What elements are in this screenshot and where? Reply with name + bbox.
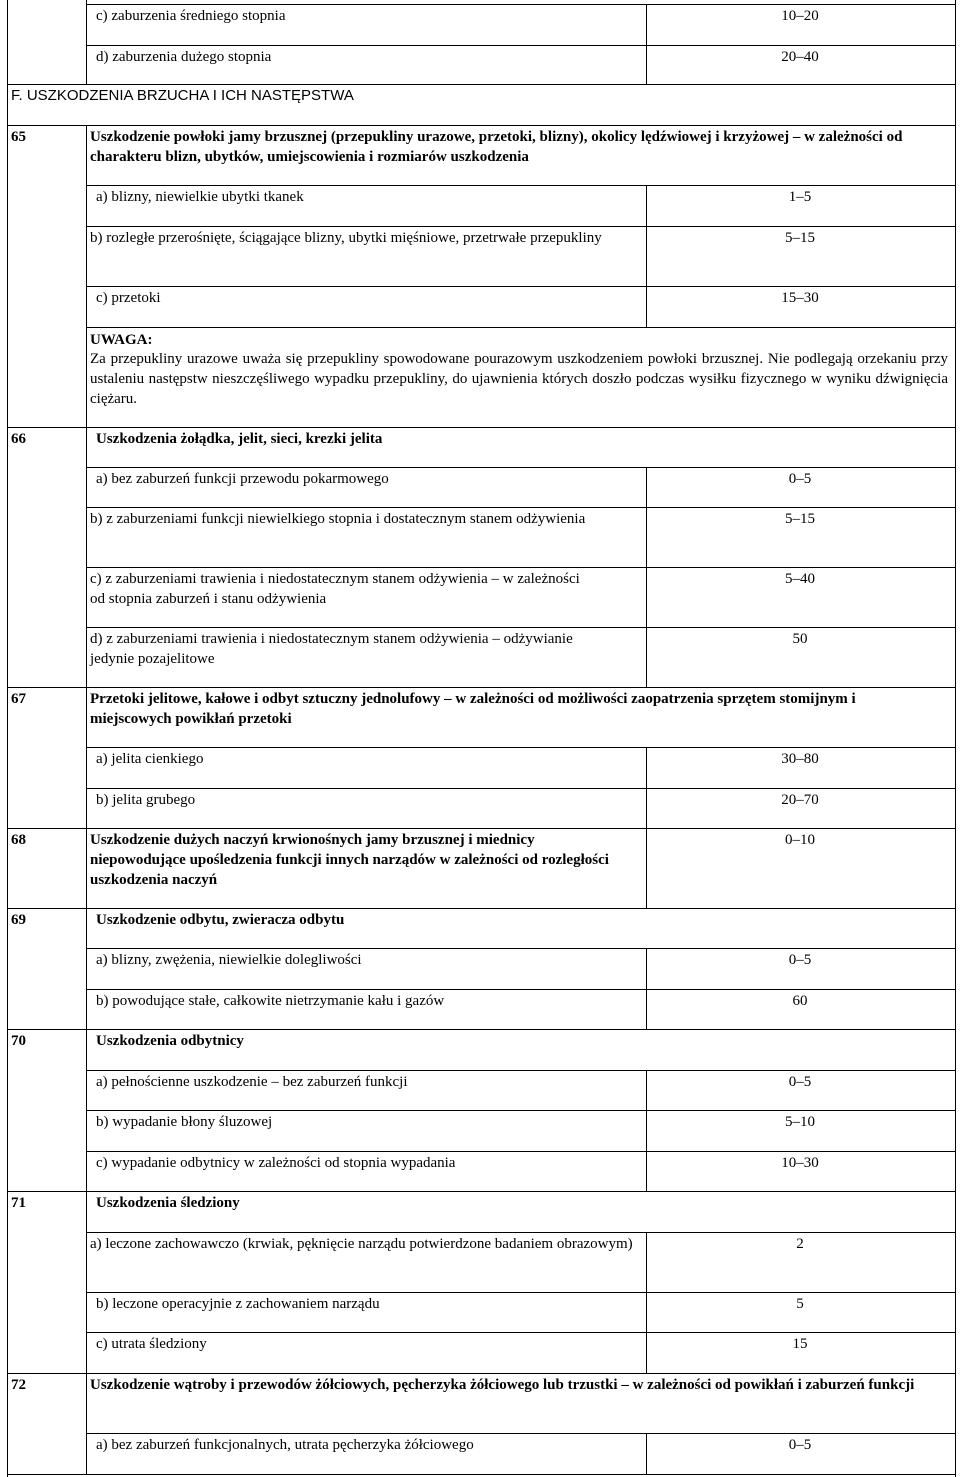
row-label: a) bez zaburzeń funkcji przewodu pokarmowego — [96, 471, 389, 487]
table-border — [955, 0, 956, 1477]
column-divider — [646, 185, 647, 328]
row-divider — [7, 828, 956, 829]
row-value: 15–30 — [781, 290, 819, 306]
row-divider — [86, 747, 956, 748]
row-value: 10–20 — [781, 8, 819, 24]
row-value: 20–70 — [781, 792, 819, 808]
row-label: a) blizny, zwężenia, niewielkie dolegliwości — [96, 952, 362, 968]
row-divider — [86, 327, 956, 328]
row-value: 0–5 — [788, 952, 812, 968]
item-title: Uszkodzenie wątroby i przewodów żółciowych, pęcherzyka żółciowego lub trzustki – w zależności od powikłań i zaburzeń funkcji — [90, 1377, 915, 1393]
row-value: 5–10 — [785, 1114, 815, 1130]
row-value: 0–10 — [785, 832, 815, 848]
row-value: 0–5 — [788, 1437, 812, 1453]
item-title: Uszkodzenie dużych naczyń krwionośnych jamy brzusznej i miednicy niepowodujące upośledzenia funkcji innych narządów w zależności od rozległości uszkodzenia naczyń — [90, 832, 609, 888]
row-label: b) z zaburzeniami funkcji niewielkiego stopnia i dostatecznym stanem odżywienia — [90, 511, 586, 527]
row-label: b) rozległe przerośnięte, ściągające blizny, ubytki mięśniowe, przetrwałe przepukliny — [90, 230, 602, 246]
item-title: Uszkodzenia żołądka, jelit, sieci, krezki jelita — [96, 431, 383, 447]
row-label: b) leczone operacyjnie z zachowaniem narządu — [96, 1296, 380, 1312]
row-value: 20–40 — [781, 49, 819, 65]
row-divider — [86, 507, 956, 508]
row-label: a) bez zaburzeń funkcjonalnych, utrata pęcherzyka żółciowego — [96, 1437, 474, 1453]
row-divider — [86, 1151, 956, 1152]
row-divider — [86, 226, 956, 227]
row-value: 30–80 — [781, 751, 819, 767]
row-value: 10–30 — [781, 1155, 819, 1171]
row-value: 0–5 — [788, 1074, 812, 1090]
column-divider — [86, 125, 87, 428]
column-divider — [86, 1373, 87, 1475]
row-divider — [7, 908, 956, 909]
row-label: b) wypadanie błony śluzowej — [96, 1114, 273, 1130]
column-divider — [646, 467, 647, 688]
row-value: 5–15 — [785, 511, 815, 527]
row-divider — [7, 125, 956, 126]
row-label: d) z zaburzeniami trawienia i niedostatecznym stanem odżywienia – odżywianie jedynie pozajelitowe — [90, 631, 573, 667]
row-label: d) zaburzenia dużego stopnia — [96, 49, 272, 65]
item-number: 72 — [11, 1377, 26, 1393]
row-divider — [86, 467, 956, 468]
item-number: 66 — [11, 431, 26, 447]
row-value: 5–15 — [785, 230, 815, 246]
row-divider — [86, 185, 956, 186]
row-divider — [7, 1373, 956, 1374]
row-divider — [7, 1191, 956, 1192]
column-divider — [646, 828, 647, 909]
row-value: 1–5 — [788, 189, 812, 205]
note-heading: UWAGA: — [90, 332, 153, 348]
item-number: 71 — [11, 1195, 26, 1211]
row-label: c) utrata śledziony — [96, 1336, 207, 1352]
row-divider — [7, 427, 956, 428]
column-divider — [646, 1433, 647, 1475]
row-divider — [86, 1070, 956, 1071]
row-value: 5 — [796, 1296, 804, 1312]
row-divider — [86, 4, 956, 5]
note-text: Za przepukliny urazowe uważa się przepukliny spowodowane pourazowym uszkodzeniem powłoki brzusznej. Nie podlegają orzekaniu przy ustaleniu następstw nieszczęśliwego wypadku przepukliny, do ujawnienia których doszło podczas wysiłku fizycznego w wyniku dźwignięcia ciężaru. — [90, 351, 948, 407]
row-divider — [86, 1110, 956, 1111]
row-divider — [86, 1292, 956, 1293]
row-divider — [7, 84, 956, 85]
row-label: c) z zaburzeniami trawienia i niedostatecznym stanem odżywienia – w zależności od stopnia zaburzeń i stanu odżywienia — [90, 571, 580, 607]
column-divider — [86, 427, 87, 688]
row-label: a) leczone zachowawczo (krwiak, pęknięcie narządu potwierdzone badaniem obrazowym) — [90, 1236, 633, 1252]
row-value: 15 — [792, 1336, 808, 1352]
item-number: 70 — [11, 1033, 26, 1049]
column-divider — [86, 0, 87, 85]
row-divider — [86, 1332, 956, 1333]
row-label: b) jelita grubego — [96, 792, 196, 808]
section-heading: F. USZKODZENIA BRZUCHA I ICH NASTĘPSTWA — [11, 87, 354, 104]
item-title: Uszkodzenie odbytu, zwieracza odbytu — [96, 912, 345, 928]
row-label: c) wypadanie odbytnicy w zależności od stopnia wypadania — [96, 1155, 456, 1171]
column-divider — [86, 1029, 87, 1192]
item-number: 67 — [11, 691, 26, 707]
column-divider — [646, 747, 647, 829]
column-divider — [86, 1191, 87, 1374]
table-border — [7, 0, 8, 1477]
row-value: 60 — [792, 993, 808, 1009]
item-number: 65 — [11, 129, 26, 145]
row-divider — [86, 1433, 956, 1434]
item-title: Uszkodzenie powłoki jamy brzusznej (przepukliny urazowe, przetoki, blizny), okolicy lędźwiowej i krzyżowej – w zależności od charakteru blizn, ubytków, umiejscowienia i rozmiarów uszkodzenia — [90, 129, 903, 165]
row-divider — [7, 1474, 956, 1475]
row-divider — [86, 45, 956, 46]
item-title: Uszkodzenia śledziony — [96, 1195, 240, 1211]
row-value: 5–40 — [785, 571, 815, 587]
item-title: Uszkodzenia odbytnicy — [96, 1033, 244, 1049]
row-divider — [86, 286, 956, 287]
row-divider — [86, 948, 956, 949]
row-value: 50 — [792, 631, 808, 647]
column-divider — [646, 1070, 647, 1192]
row-value: 0–5 — [788, 471, 812, 487]
row-divider — [86, 567, 956, 568]
column-divider — [86, 828, 87, 909]
row-value: 2 — [796, 1236, 804, 1252]
column-divider — [646, 948, 647, 1030]
item-number: 69 — [11, 912, 26, 928]
row-divider — [86, 627, 956, 628]
column-divider — [86, 687, 87, 829]
row-label: a) pełnościenne uszkodzenie – bez zaburzeń funkcji — [96, 1074, 408, 1090]
row-label: c) zaburzenia średniego stopnia — [96, 8, 286, 24]
item-title: Przetoki jelitowe, kałowe i odbyt sztuczny jednolufowy – w zależności od możliwości zaopatrzenia sprzętem stomijnym i miejscowych powikłań przetoki — [90, 691, 856, 727]
row-divider — [7, 1029, 956, 1030]
row-label: a) blizny, niewielkie ubytki tkanek — [96, 189, 304, 205]
row-divider — [7, 687, 956, 688]
row-label: b) powodujące stałe, całkowite nietrzymanie kału i gazów — [96, 993, 445, 1009]
row-label: a) jelita cienkiego — [96, 751, 204, 767]
row-label: c) przetoki — [96, 290, 161, 306]
row-divider — [86, 788, 956, 789]
column-divider — [646, 4, 647, 85]
column-divider — [86, 908, 87, 1030]
row-divider — [86, 1232, 956, 1233]
row-divider — [86, 989, 956, 990]
column-divider — [646, 1232, 647, 1374]
item-number: 68 — [11, 832, 26, 848]
